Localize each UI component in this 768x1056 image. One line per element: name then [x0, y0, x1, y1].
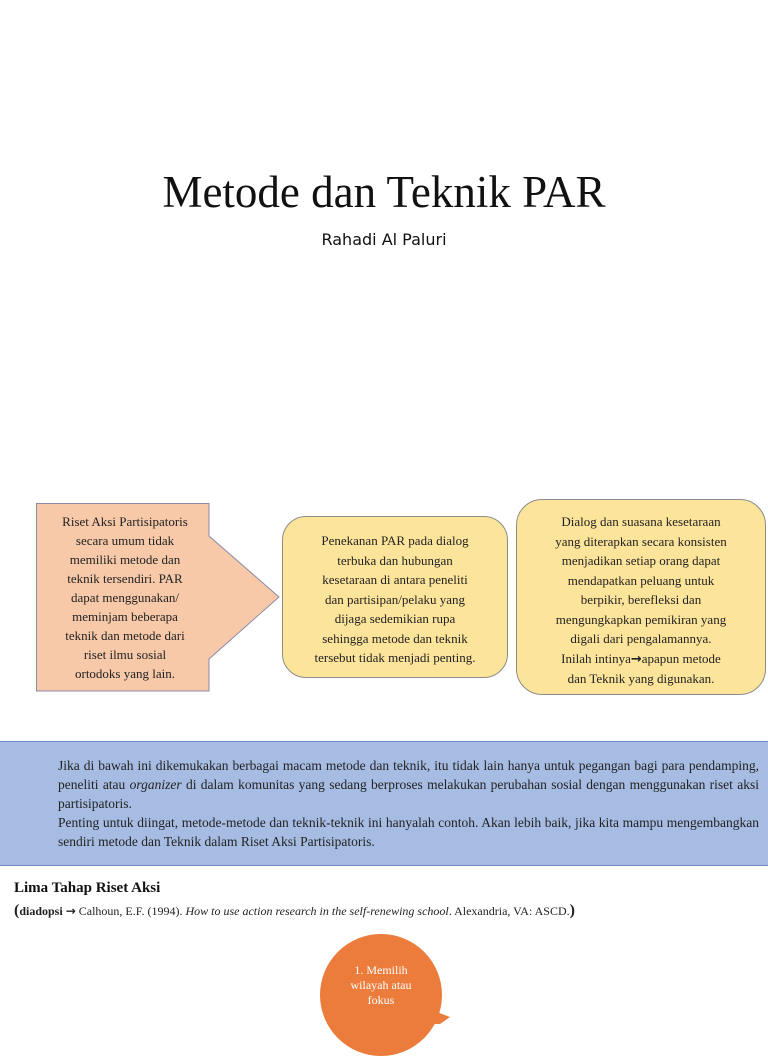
citation-open-paren: ( [14, 902, 20, 919]
citation-publisher: . Alexandria, VA: ASCD. [448, 904, 570, 918]
box1-line: ortodoks yang lain. [74, 666, 175, 681]
step1-line: fokus [367, 993, 395, 1007]
box3-line: Dialog dan suasana kesetaraan [561, 514, 721, 529]
band-p1-after: di dalam komunitas yang sedang berproses melakukan perubahan sosial dengan menggunakan riset aksi partisipatoris. [58, 777, 759, 811]
box2-line: dijaga sedemikian rupa [334, 611, 456, 626]
box2-rounded-callout [282, 516, 508, 678]
citation-book: How to use action research in the self-renewing school [185, 904, 449, 918]
box1-line: teknik tersendiri. PAR [67, 571, 183, 586]
box1-line: teknik dan metode dari [65, 628, 185, 643]
box2-line: tersebut tidak menjadi penting. [314, 650, 476, 665]
box1-line: secara umum tidak [75, 533, 175, 548]
box2-line: dan partisipan/pelaku yang [324, 591, 466, 607]
box2-line: sehingga metode dan teknik [322, 630, 468, 646]
box3-line: digali dari pengalamannya. [570, 631, 712, 646]
box1-line: memiliki metode dan [69, 552, 181, 567]
box3-line: yang diterapkan secara konsisten [555, 533, 727, 549]
info-band [0, 741, 768, 866]
band-paragraph-2: Penting untuk diingat, metode-metode dan teknik-teknik ini hanyalah contoh. Akan lebih baik, jika kita mampu mengembangkan sendiri metode dan Teknik dalam Riset Aksi Partisipatoris. [58, 815, 759, 849]
box3-line-start: Inilah intinya [561, 650, 631, 666]
step1-label [334, 963, 428, 1008]
box3-line [527, 649, 755, 670]
citation-adopted: diadopsi [19, 904, 63, 918]
box1-text [40, 512, 210, 683]
band-paragraph-1 [58, 756, 759, 813]
citation [14, 902, 754, 920]
step1-line: 1. Memilih [354, 963, 408, 977]
citation-author: Calhoun, E.F. (1994). [75, 904, 186, 918]
box1-line: Riset Aksi Partisipatoris [62, 514, 188, 529]
right-arrow-icon: → [630, 651, 642, 667]
box2-line: Penekanan PAR pada dialog [321, 533, 469, 548]
box1-line: meminjam beberapa [72, 609, 178, 624]
box2-line: kesetaraan di antara peneliti [322, 572, 468, 587]
box1-line: dapat menggunakan/ [71, 590, 179, 605]
box3-line: berpikir, berefleksi dan [580, 592, 702, 607]
right-arrow-icon: → [65, 904, 76, 918]
box3-line: mengungkapkan pemikiran yang [555, 611, 727, 627]
citation-close-paren: ) [569, 902, 575, 919]
cycle-arrow-icon [428, 1011, 452, 1024]
section-title: Lima Tahap Riset Aksi [14, 880, 161, 896]
box3-line: dan Teknik yang digunakan. [567, 671, 715, 686]
band-p1-italic: organizer [129, 777, 182, 792]
box2-line: terbuka dan hubungan [337, 552, 453, 568]
box1-line: riset ilmu sosial [83, 647, 167, 662]
box3-line: menjadikan setiap orang dapat [561, 553, 721, 568]
step1-line: wilayah atau [350, 978, 412, 992]
page-title: Metode dan Teknik PAR [162, 167, 606, 217]
band-p1-before: Jika di bawah ini dikemukakan berbagai macam metode dan teknik, itu tidak lain hanya untuk pegangan bagi para pendamping, peneliti atau [58, 758, 759, 792]
author-name: Rahadi Al Paluri [321, 230, 447, 249]
box3-line: mendapatkan peluang untuk [567, 572, 715, 588]
box3-rounded-callout [516, 499, 766, 695]
box3-line-end: apapun metode [641, 650, 721, 666]
